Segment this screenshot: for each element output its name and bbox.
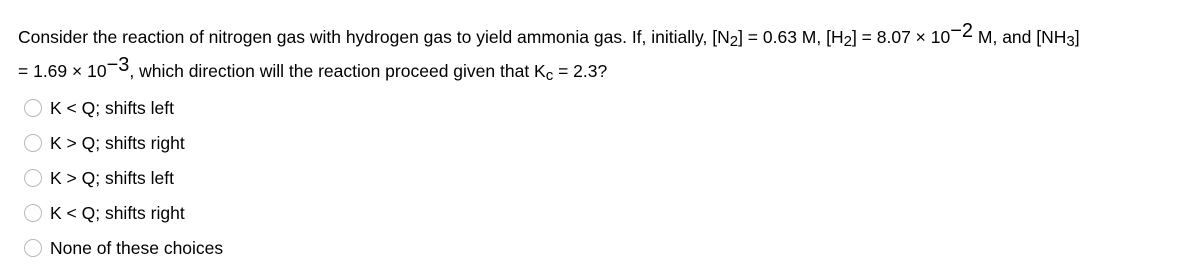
question-text-segment: = 1.69 × 10 — [18, 61, 107, 81]
answer-option-label: K < Q; shifts left — [50, 98, 175, 118]
answer-option-5[interactable] — [24, 236, 223, 260]
radio-button-icon[interactable] — [24, 239, 42, 257]
radio-button-icon[interactable] — [24, 134, 42, 152]
radio-button-icon[interactable] — [24, 169, 42, 187]
answer-option-label: K < Q; shifts right — [50, 203, 185, 223]
question-text-segment: ] = 8.07 × 10 — [851, 27, 951, 47]
question-text-segment: Consider the reaction of nitrogen gas with hydrogen gas to yield ammonia gas. If, initially, [N — [18, 27, 730, 47]
answer-option-label: K > Q; shifts right — [50, 133, 185, 153]
answer-option-4[interactable] — [24, 201, 185, 225]
question-text-segment: , which direction will the reaction proceed given that K — [129, 61, 546, 81]
question-text-segment: M, and [NH — [973, 27, 1067, 47]
question-text-segment: ] — [1074, 27, 1080, 47]
answer-option-label: K > Q; shifts left — [50, 168, 175, 188]
n2-subscript: 2 — [729, 33, 739, 50]
answer-option-label: None of these choices — [50, 238, 224, 258]
question-text-segment: ] = 0.63 M, [H — [738, 27, 844, 47]
answer-option-3[interactable] — [24, 166, 174, 190]
nh3-exponent: −3 — [106, 54, 130, 76]
kc-subscript: c — [545, 67, 554, 84]
h2-subscript: 2 — [843, 33, 852, 50]
answer-option-1[interactable] — [24, 96, 174, 120]
question-line-2 — [18, 56, 1194, 90]
answer-option-2[interactable] — [24, 131, 185, 155]
h2-exponent: −2 — [950, 20, 974, 42]
question-text-segment: = 2.3? — [553, 61, 608, 81]
question-text — [18, 22, 1194, 90]
nh3-subscript: 3 — [1066, 33, 1075, 50]
radio-button-icon[interactable] — [24, 204, 42, 222]
radio-button-icon[interactable] — [24, 99, 42, 117]
question-line-1 — [18, 22, 1194, 56]
